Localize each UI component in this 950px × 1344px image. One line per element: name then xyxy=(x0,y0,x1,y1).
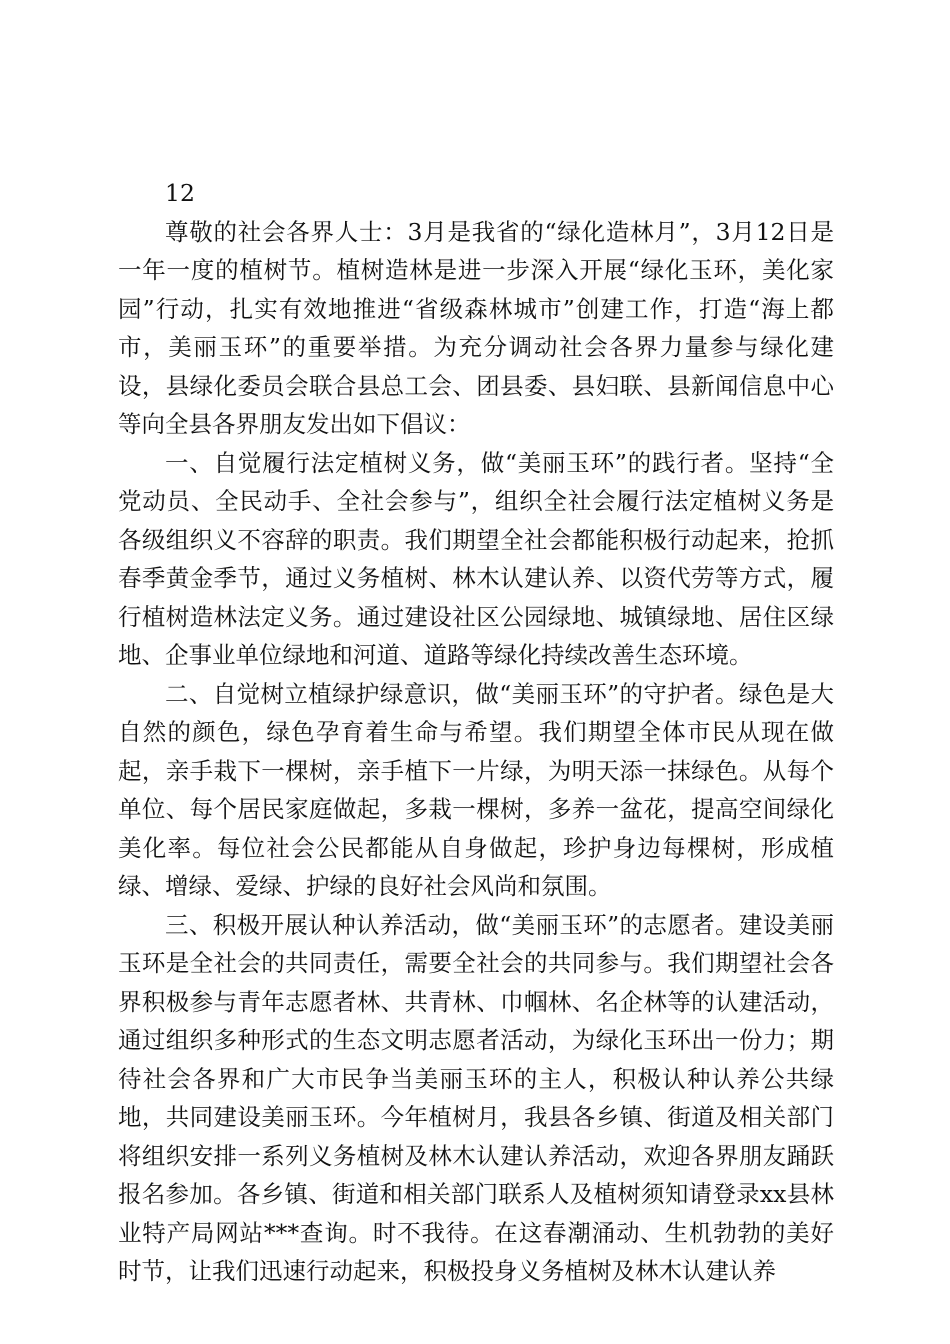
paragraph-item-three: 三、积极开展认种认养活动，做“美丽玉环”的志愿者。建设美丽玉环是全社会的共同责任，需要全社会的共同参与。我们期望社会各界积极参与青年志愿者林、共青林、巾帼林、名企林等的认建活动，通过组织多种形式的生态文明志愿者活动，为绿化玉环出一份力；期待社会各界和广大市民争当美丽玉环的主人，积极认种认养公共绿地，共同建设美丽玉环。今年植树月，我县各乡镇、街道及相关部门将组织安排一系列义务植树及林木认建认养活动，欢迎各界朋友踊跃报名参加。各乡镇、街道和相关部门联系人及植树须知请登录xx县林业特产局网站***查询。时不我待。在这春潮涌动、生机勃勃的美好时节，让我们迅速行动起来，积极投身义务植树及林木认建认养 xyxy=(118,910,834,1285)
paragraph-item-one: 一、自觉履行法定植树义务，做“美丽玉环”的践行者。坚持“全党动员、全民动手、全社会参与”，组织全社会履行法定植树义务是各级组织义不容辞的职责。我们期望全社会都能积极行动起来，抢抓春季黄金季节，通过义务植树、林木认建认养、以资代劳等方式，履行植树造林法定义务。通过建设社区公园绿地、城镇绿地、居住区绿地、企事业单位绿地和河道、道路等绿化持续改善生态环境。 xyxy=(118,448,834,669)
document-body xyxy=(118,174,834,1291)
paragraph-item-two: 二、自觉树立植绿护绿意识，做“美丽玉环”的守护者。绿色是大自然的颜色，绿色孕育着生命与希望。我们期望全体市民从现在做起，亲手栽下一棵树，亲手植下一片绿，为明天添一抹绿色。从每个单位、每个居民家庭做起，多栽一棵树，多养一盆花，提高空间绿化美化率。每位社会公民都能从自身做起，珍护身边每棵树，形成植绿、增绿、爱绿、护绿的良好社会风尚和氛围。 xyxy=(118,679,834,900)
paragraph-greeting: 尊敬的社会各界人士：3月是我省的“绿化造林月”，3月12日是一年一度的植树节。植树造林是进一步深入开展“绿化玉环，美化家园”行动，扎实有效地推进“省级森林城市”创建工作，打造“海上都市，美丽玉环”的重要举措。为充分调动社会各界力量参与绿化建设，县绿化委员会联合县总工会、团县委、县妇联、县新闻信息中心等向全县各界朋友发出如下倡议： xyxy=(118,217,834,438)
heading-number: 12 xyxy=(165,179,195,207)
